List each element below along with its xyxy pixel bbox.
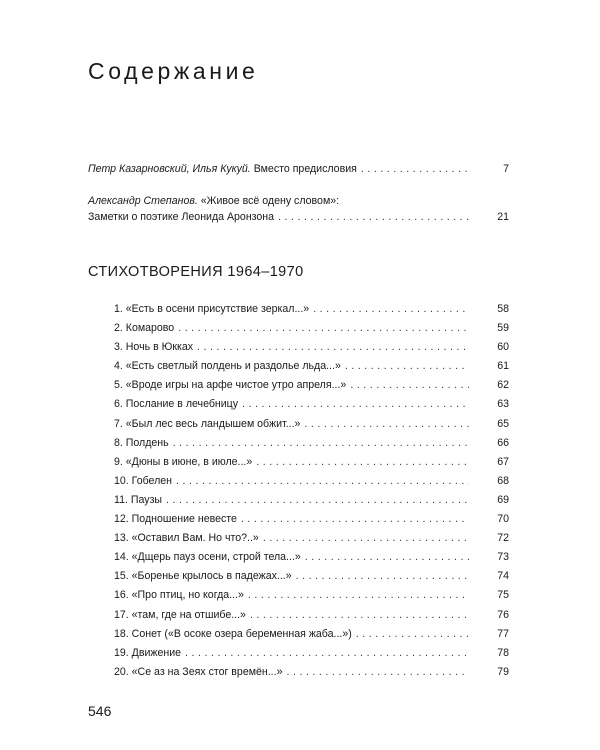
toc-item-page: 70 xyxy=(497,513,509,526)
toc-item[interactable] xyxy=(114,551,509,570)
toc-item[interactable] xyxy=(114,379,509,398)
entry-title-line1: «Живое всё одену словом»: xyxy=(200,195,340,207)
toc-item-page: 73 xyxy=(497,551,509,564)
toc-item-title: 17. «там, где на отшибе...» xyxy=(114,608,246,621)
toc-item-title: 18. Сонет («В осоке озера беременная жаба...») xyxy=(114,627,352,640)
dot-leader xyxy=(345,360,469,372)
toc-item-title: 2. Комарово xyxy=(114,322,175,335)
toc-item-title: 11. Паузы xyxy=(114,493,163,506)
toc-item-page: 67 xyxy=(497,455,509,468)
toc-item-page: 59 xyxy=(497,322,509,335)
toc-entry-foreword[interactable] xyxy=(88,161,509,177)
toc-item-title: 3. Ночь в Юкках xyxy=(114,341,194,354)
toc-item[interactable] xyxy=(114,322,509,341)
toc-item-title: 14. «Дщерь пауз осени, строй тела...» xyxy=(114,551,301,564)
dot-leader xyxy=(166,494,469,506)
toc-item-page: 63 xyxy=(497,398,509,411)
toc-item-page: 65 xyxy=(497,417,509,430)
toc-entry-essay[interactable] xyxy=(88,193,509,225)
toc-item-title: 7. «Был лес весь ландышем обжит...» xyxy=(114,417,301,430)
toc-item-title: 10. Гобелен xyxy=(114,474,173,487)
dot-leader xyxy=(286,666,469,678)
section-heading: СТИХОТВОРЕНИЯ 1964–1970 xyxy=(88,264,304,280)
dot-leader xyxy=(256,456,469,468)
toc-item[interactable] xyxy=(114,532,509,551)
dot-leader xyxy=(296,570,469,582)
toc-item[interactable] xyxy=(114,437,509,456)
toc-item[interactable] xyxy=(114,570,509,589)
toc-item-title: 8. Полдень xyxy=(114,436,169,449)
toc-item-page: 76 xyxy=(497,608,509,621)
toc-item-page: 72 xyxy=(497,532,509,545)
toc-item-title: 4. «Есть светлый полдень и раздолье льда...» xyxy=(114,360,341,373)
toc-item-page: 62 xyxy=(497,379,509,392)
toc-item[interactable] xyxy=(114,628,509,647)
toc-item[interactable] xyxy=(114,666,509,685)
toc-item-page: 66 xyxy=(497,436,509,449)
entry-title-line2: Заметки о поэтике Леонида Аронзона xyxy=(88,211,275,223)
entry-page: 21 xyxy=(497,211,509,223)
entry-title: Вместо предисловия xyxy=(253,163,357,175)
entry-author: Александр Степанов. xyxy=(88,195,198,207)
toc-item-title: 15. «Боренье крылось в падежах...» xyxy=(114,570,292,583)
toc-item-page: 77 xyxy=(497,627,509,640)
toc-item[interactable] xyxy=(114,398,509,417)
dot-leader xyxy=(278,209,469,225)
toc-item-title: 12. Подношение невесте xyxy=(114,513,237,526)
dot-leader xyxy=(176,475,469,487)
dot-leader xyxy=(185,647,469,659)
toc-item-page: 75 xyxy=(497,589,509,602)
poem-list xyxy=(114,303,509,685)
dot-leader xyxy=(305,551,469,563)
dot-leader xyxy=(263,532,469,544)
toc-item-page: 58 xyxy=(497,303,509,315)
toc-item-page: 74 xyxy=(497,570,509,583)
page-number: 546 xyxy=(88,703,112,719)
dot-leader xyxy=(313,303,469,315)
toc-item-title: 16. «Про птиц, но когда...» xyxy=(114,589,244,602)
toc-item[interactable] xyxy=(114,303,509,322)
toc-item-page: 68 xyxy=(497,474,509,487)
dot-leader xyxy=(350,379,469,391)
toc-item[interactable] xyxy=(114,589,509,608)
toc-item-page: 79 xyxy=(497,665,509,678)
dot-leader xyxy=(250,609,469,621)
dot-leader xyxy=(248,589,469,601)
toc-item[interactable] xyxy=(114,456,509,475)
toc-item-title: 5. «Вроде игры на арфе чистое утро апреля...» xyxy=(114,379,347,392)
toc-item[interactable] xyxy=(114,609,509,628)
toc-item[interactable] xyxy=(114,494,509,513)
dot-leader xyxy=(197,341,469,353)
dot-leader xyxy=(241,513,469,525)
toc-item[interactable] xyxy=(114,360,509,379)
toc-item[interactable] xyxy=(114,513,509,532)
dot-leader xyxy=(178,322,469,334)
toc-item[interactable] xyxy=(114,475,509,494)
page-title: Содержание xyxy=(88,58,259,84)
toc-item-title: 6. Послание в лечебницу xyxy=(114,398,239,411)
toc-item-title: 13. «Оставил Вам. Но что?..» xyxy=(114,532,259,545)
toc-item-page: 78 xyxy=(497,646,509,659)
toc-item-page: 60 xyxy=(497,341,509,354)
dot-leader xyxy=(173,437,469,449)
entry-page: 7 xyxy=(503,163,509,175)
toc-item-title: 1. «Есть в осени присутствие зеркал...» xyxy=(114,303,310,315)
toc-item-page: 69 xyxy=(497,493,509,506)
dot-leader xyxy=(356,628,469,640)
toc-item-title: 20. «Се аз на Зеях стог времён...» xyxy=(114,665,283,678)
toc-item[interactable] xyxy=(114,418,509,437)
toc-item-title: 9. «Дюны в июне, в июле...» xyxy=(114,455,253,468)
dot-leader xyxy=(304,418,469,430)
dot-leader xyxy=(361,161,469,177)
toc-item-title: 19. Движение xyxy=(114,646,182,659)
toc-item[interactable] xyxy=(114,341,509,360)
entry-author: Петр Казарновский, Илья Кукуй. xyxy=(88,163,251,175)
dot-leader xyxy=(242,398,469,410)
toc-item[interactable] xyxy=(114,647,509,666)
toc-item-page: 61 xyxy=(497,360,509,373)
